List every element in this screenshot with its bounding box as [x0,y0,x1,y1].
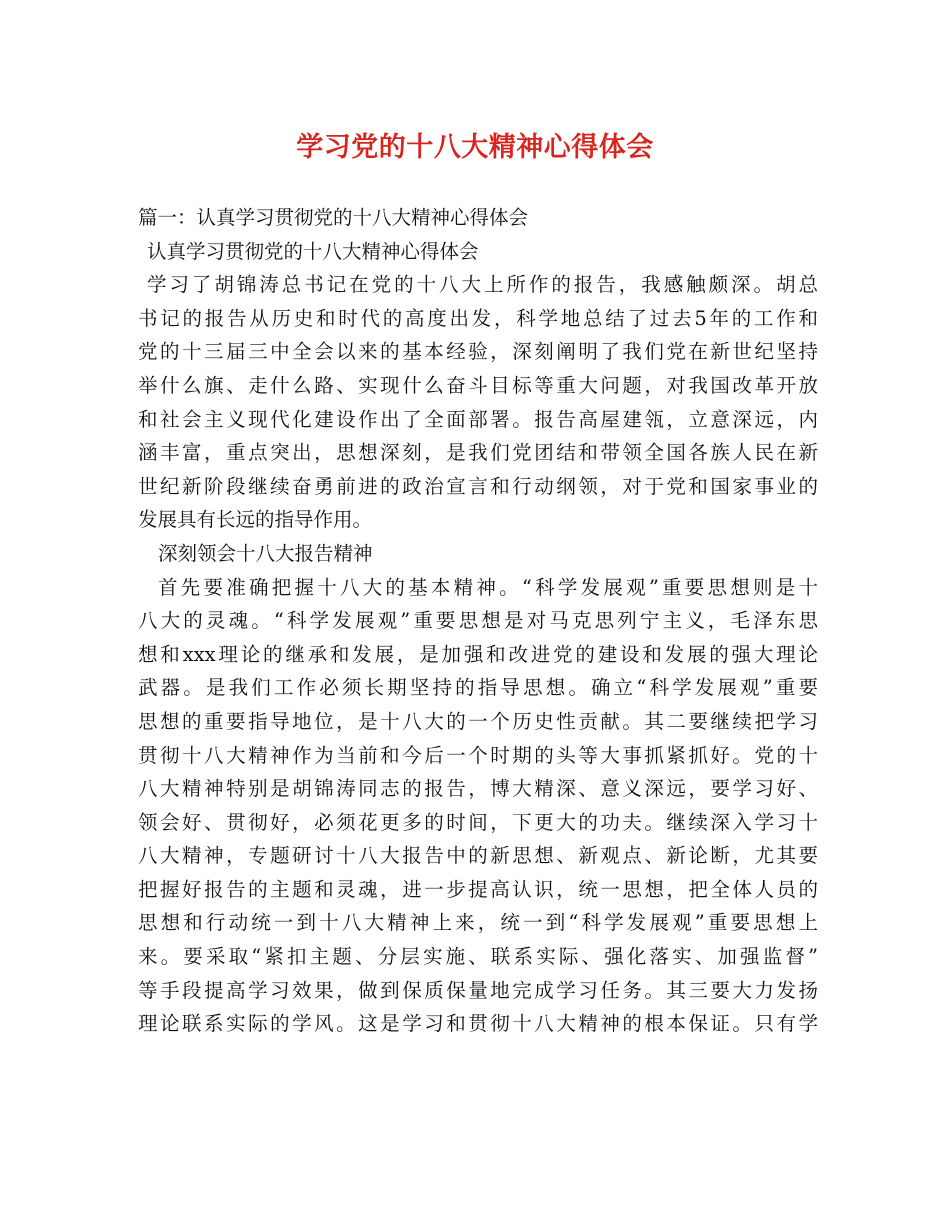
paragraph-line: 八大精神特别是胡锦涛同志的报告，博大精深、意义深远，要学习好、 [138,777,818,801]
paragraph-line: 首先要准确把握十八大的基本精神。“科学发展观”重要思想则是十 [158,575,818,599]
paragraph-line: 理论联系实际的学风。这是学习和贯彻十八大精神的根本保证。只有学 [138,1012,818,1036]
document-body [138,201,818,1041]
paragraph-line: 举什么旗、走什么路、实现什么奋斗目标等重大问题，对我国改革开放 [138,373,818,397]
paragraph-line: 想和xxx理论的继承和发展，是加强和改进党的建设和发展的强大理论 [138,642,818,666]
paragraph-line: 涵丰富，重点突出，思想深刻，是我们党团结和带领全国各族人民在新 [138,441,818,465]
article-subtitle: 认真学习贯彻党的十八大精神心得体会 [147,239,479,263]
paragraph-line: 学习了胡锦涛总书记在党的十八大上所作的报告，我感触颇深。胡总 [147,273,818,297]
paragraph-line: 和社会主义现代化建设作出了全面部署。报告高屋建瓴，立意深远，内 [138,407,818,431]
paragraph-line: 八大精神，专题研讨十八大报告中的新思想、新观点、新论断，尤其要 [138,844,818,868]
paragraph-line: 武器。是我们工作必须长期坚持的指导思想。确立“科学发展观”重要 [138,676,818,700]
paragraph-line: 思想和行动统一到十八大精神上来，统一到“科学发展观”重要思想上 [138,911,818,935]
paragraph-line: 思想的重要指导地位，是十八大的一个历史性贡献。其二要继续把学习 [138,709,818,733]
paragraph-line: 贯彻十八大精神作为当前和今后一个时期的头等大事抓紧抓好。党的十 [138,743,818,767]
paragraph-line: 领会好、贯彻好，必须花更多的时间，下更大的功夫。继续深入学习十 [138,810,818,834]
document-title: 学习党的十八大精神心得体会 [296,132,654,163]
paragraph-line: 等手段提高学习效果，做到保质保量地完成学习任务。其三要大力发扬 [138,978,818,1002]
paragraph-line: 八大的灵魂。“科学发展观”重要思想是对马克思列宁主义，毛泽东思 [138,609,818,633]
paragraph-line: 来。要采取“紧扣主题、分层实施、联系实际、强化落实、加强监督” [138,945,818,969]
paragraph-line: 把握好报告的主题和灵魂，进一步提高认识，统一思想，把全体人员的 [138,877,818,901]
section-heading: 篇一：认真学习贯彻党的十八大精神心得体会 [138,206,529,229]
paragraph-line: 书记的报告从历史和时代的高度出发，科学地总结了过去5年的工作和 [138,306,818,330]
paragraph-line: 党的十三届三中全会以来的基本经验，深刻阐明了我们党在新世纪坚持 [138,340,818,364]
paragraph-line: 世纪新阶段继续奋勇前进的政治宣言和行动纲领，对于党和国家事业的 [138,474,818,498]
paragraph-line: 发展具有长远的指导作用。 [138,508,373,532]
section-subheading: 深刻领会十八大报告精神 [158,541,373,565]
